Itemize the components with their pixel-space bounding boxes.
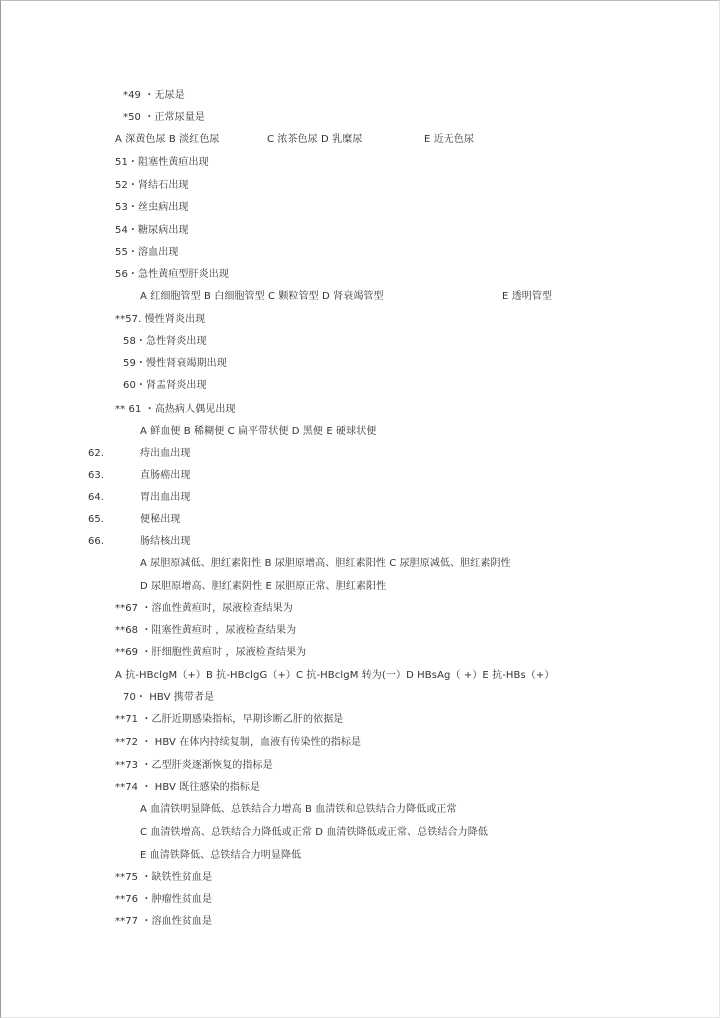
question-66-text: 肠结核出现 — [140, 536, 191, 547]
question-71: **71 ・乙肝近期感染指标，早期诊断乙肝的依据是 — [115, 714, 344, 725]
question-49: *49 ・无尿是 — [123, 90, 185, 101]
question-70: 70・ HBV 携带者是 — [123, 692, 215, 703]
question-53: 53・丝虫病出现 — [115, 202, 189, 213]
question-64-number: 64. — [88, 492, 104, 503]
question-61: ** 61 ・高热病人偶见出现 — [115, 404, 236, 415]
options-56-a-d: A 红细胞管型 B 白细胞管型 C 颗粒管型 D 肾衰竭管型 — [140, 291, 384, 302]
question-77: **77 ・溶血性贫血是 — [115, 916, 213, 927]
options-75-77-c-d: C 血清铁增高、总铁结合力降低或正常 D 血清铁降低或正常、总铁结合力降低 — [140, 827, 488, 838]
question-57: **57. 慢性肾炎出现 — [115, 314, 206, 325]
question-68: **68 ・阻塞性黄疸时 ，尿液检查结果为 — [115, 625, 297, 636]
options-75-77-a-b: A 血清铁明显降低、总铁结合力增高 B 血清铁和总铁结合力降低或正常 — [140, 804, 457, 815]
question-76: **76 ・肿瘤性贫血是 — [115, 894, 213, 905]
question-69: **69 ・肝细胞性黄疸时 ，尿液检查结果为 — [115, 647, 307, 658]
question-52: 52・肾结石出现 — [115, 180, 189, 191]
question-63-number: 63. — [88, 470, 104, 481]
question-51: 51・阻塞性黄疸出现 — [115, 157, 209, 168]
options-70-74: A 抗-HBclgM（+）B 抗-HBclgG（+）C 抗-HBclgM 转为(一）D HBsAg（ +）E 抗-HBs（+） — [115, 670, 555, 681]
question-73: **73 ・乙型肝炎逐渐恢复的指标是 — [115, 760, 273, 771]
question-75: **75 ・缺铁性贫血是 — [115, 872, 213, 883]
question-65-number: 65. — [88, 514, 104, 525]
question-50: *50 ・正常尿量是 — [123, 112, 205, 123]
question-58: 58・急性肾炎出现 — [123, 336, 207, 347]
question-59: 59・慢性肾衰竭期出现 — [123, 358, 227, 369]
options-56-e: E 透明管型 — [502, 291, 553, 302]
question-74: **74 ・ HBV 既往感染的指标是 — [115, 782, 261, 793]
options-49-50-c-d: C 浓茶色尿 D 乳糜尿 — [267, 134, 363, 145]
question-62-number: 62. — [88, 448, 104, 459]
options-49-50-a-b: A 深黄色尿 B 淡红色尿 — [115, 134, 220, 145]
options-61-65: A 鲜血便 B 稀糊便 C 扁平带状便 D 黑便 E 硬球状便 — [140, 426, 377, 437]
question-60: 60・肾盂肾炎出现 — [123, 380, 207, 391]
question-54: 54・糖尿病出现 — [115, 225, 189, 236]
question-66-number: 66. — [88, 536, 104, 547]
options-75-77-e: E 血清铁降低、总铁结合力明显降低 — [140, 850, 302, 861]
question-56: 56・急性黄疸型肝炎出现 — [115, 269, 229, 280]
question-65-text: 便秘出现 — [140, 514, 181, 525]
options-49-50-e: E 近无色尿 — [424, 134, 475, 145]
options-67-69-d-e: D 尿胆原增高、胆红素阴性 E 尿胆原正常、胆红素阳性 — [140, 581, 387, 592]
question-72: **72 ・ HBV 在体内持续复制，血液有传染性的指标是 — [115, 737, 362, 748]
question-64-text: 胃出血出现 — [140, 492, 191, 503]
question-67: **67 ・溶血性黄疸时，尿液检查结果为 — [115, 603, 293, 614]
question-62-text: 痔出血出现 — [140, 448, 191, 459]
question-55: 55・溶血出现 — [115, 247, 179, 258]
options-67-69-a-c: A 尿胆原减低、胆红素阳性 B 尿胆原增高、胆红素阳性 C 尿胆原减低、胆红素阴性 — [140, 558, 511, 569]
question-63-text: 直肠癌出现 — [140, 470, 191, 481]
